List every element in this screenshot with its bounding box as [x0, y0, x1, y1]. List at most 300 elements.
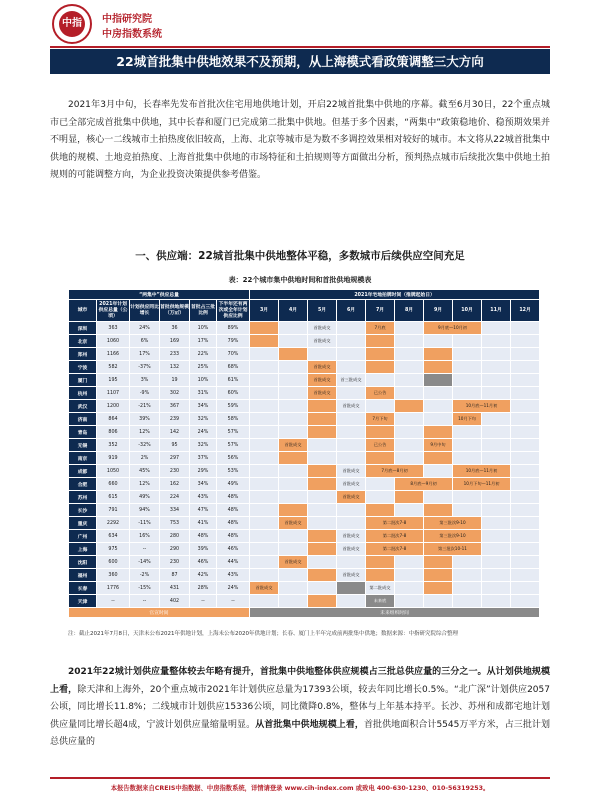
- share-cell: 10%: [190, 322, 217, 335]
- yoy-cell: -21%: [130, 400, 160, 413]
- schedule-bar: [395, 491, 424, 504]
- institute-logo: [52, 4, 92, 44]
- schedule-bar: [279, 348, 308, 361]
- schedule-cell: [453, 387, 482, 400]
- table-row: [69, 348, 540, 361]
- plan-cell: 1060: [97, 335, 130, 348]
- schedule-bar: [424, 426, 453, 439]
- city-cell: 郑州: [69, 348, 97, 361]
- table-row: [69, 374, 540, 387]
- schedule-cell: [250, 478, 279, 491]
- share-cell: 47%: [190, 504, 217, 517]
- yoy-cell: 94%: [130, 504, 160, 517]
- yoy-cell: 17%: [130, 348, 160, 361]
- share-cell: 22%: [190, 348, 217, 361]
- schedule-cell: [308, 348, 337, 361]
- schedule-bar: [424, 504, 453, 517]
- schedule-cell: 首批成交: [337, 400, 366, 413]
- schedule-bar: 首批成交: [279, 517, 308, 530]
- schedule-cell: [511, 322, 540, 335]
- first-cell: 19: [160, 374, 190, 387]
- city-cell: 武汉: [69, 400, 97, 413]
- table-row: [69, 569, 540, 582]
- schedule-cell: [279, 426, 308, 439]
- schedule-cell: [337, 517, 366, 530]
- schedule-cell: [482, 374, 511, 387]
- legend-confirmed: 官宣时间: [69, 608, 250, 618]
- schedule-cell: [279, 491, 308, 504]
- schedule-cell: [366, 478, 395, 491]
- plan-cell: 1776: [97, 582, 130, 595]
- schedule-cell: [395, 361, 424, 374]
- schedule-cell: [424, 387, 453, 400]
- first-cell: 297: [160, 452, 190, 465]
- schedule-cell: [453, 426, 482, 439]
- schedule-cell: [511, 517, 540, 530]
- schedule-cell: [395, 413, 424, 426]
- city-cell: 杭州: [69, 387, 97, 400]
- rest-cell: 44%: [217, 556, 250, 569]
- col-month: 10月: [453, 300, 482, 322]
- rest-cell: 70%: [217, 348, 250, 361]
- schedule-bar: 首批成交: [308, 374, 337, 387]
- schedule-cell: [482, 582, 511, 595]
- plan-cell: 864: [97, 413, 130, 426]
- city-cell: 济南: [69, 413, 97, 426]
- share-cell: 31%: [190, 387, 217, 400]
- schedule-cell: [453, 439, 482, 452]
- table-row: [69, 478, 540, 491]
- city-cell: 沈阳: [69, 556, 97, 569]
- schedule-bar: [366, 348, 395, 361]
- col-share: 首批占三批比例: [190, 300, 217, 322]
- schedule-cell: [250, 465, 279, 478]
- table-caption: 表：22个城市集中供地时间和首批供地规模表: [228, 276, 372, 284]
- table-row: [69, 582, 540, 595]
- schedule-bar: 第三批次9-10: [424, 530, 482, 543]
- schedule-cell: [453, 335, 482, 348]
- schedule-bar: [366, 361, 395, 374]
- share-cell: 37%: [190, 452, 217, 465]
- schedule-cell: [482, 595, 511, 608]
- schedule-bar: 10月下旬—11月初: [453, 478, 511, 491]
- table-row: [69, 491, 540, 504]
- schedule-cell: [453, 582, 482, 595]
- yoy-cell: 3%: [130, 374, 160, 387]
- schedule-cell: [453, 374, 482, 387]
- schedule-cell: [424, 335, 453, 348]
- schedule-cell: [250, 452, 279, 465]
- plan-cell: 1200: [97, 400, 130, 413]
- schedule-cell: [279, 400, 308, 413]
- schedule-cell: [279, 374, 308, 387]
- col-month: 5月: [308, 300, 337, 322]
- plan-cell: 660: [97, 478, 130, 491]
- schedule-cell: [395, 504, 424, 517]
- schedule-cell: 第二批成交: [366, 582, 395, 595]
- rest-cell: 43%: [217, 569, 250, 582]
- schedule-cell: [511, 595, 540, 608]
- yoy-cell: -9%: [130, 387, 160, 400]
- rest-cell: 79%: [217, 335, 250, 348]
- schedule-cell: 首批成交: [308, 322, 337, 335]
- schedule-done: 未来底: [366, 595, 395, 608]
- schedule-cell: [250, 504, 279, 517]
- schedule-cell: [424, 595, 453, 608]
- first-cell: 334: [160, 504, 190, 517]
- city-cell: 青岛: [69, 426, 97, 439]
- schedule-cell: [308, 556, 337, 569]
- schedule-cell: [395, 452, 424, 465]
- schedule-bar: 已公告: [366, 387, 395, 400]
- schedule-cell: [337, 595, 366, 608]
- table-row: [69, 413, 540, 426]
- analysis-body-2: 首批供地面积合计5545万平方米，占三批计划总供应量的: [50, 719, 550, 748]
- schedule-cell: [453, 595, 482, 608]
- schedule-cell: [337, 413, 366, 426]
- schedule-cell: [482, 361, 511, 374]
- rest-cell: 48%: [217, 530, 250, 543]
- first-cell: 431: [160, 582, 190, 595]
- first-cell: 230: [160, 465, 190, 478]
- schedule-bar: [424, 582, 453, 595]
- share-cell: 24%: [190, 426, 217, 439]
- schedule-bar: [279, 504, 308, 517]
- schedule-bar: 7月下旬: [366, 413, 395, 426]
- yoy-cell: --: [130, 595, 160, 608]
- table-row: [69, 439, 540, 452]
- schedule-cell: [337, 322, 366, 335]
- schedule-cell: [511, 582, 540, 595]
- schedule-cell: [511, 400, 540, 413]
- table-row: [69, 517, 540, 530]
- report-header: [0, 0, 600, 48]
- schedule-cell: 首批成交: [337, 465, 366, 478]
- schedule-cell: [337, 426, 366, 439]
- schedule-cell: [424, 400, 453, 413]
- city-cell: 长春: [69, 582, 97, 595]
- table-row: [69, 452, 540, 465]
- table-row: [69, 322, 540, 335]
- section-title: 一、供应端：22城首批集中供地整体平稳，多数城市后续供应空间充足: [135, 250, 465, 262]
- share-cell: 42%: [190, 569, 217, 582]
- header-rule: [50, 46, 550, 48]
- plan-cell: 582: [97, 361, 130, 374]
- schedule-cell: [453, 556, 482, 569]
- schedule-cell: [308, 517, 337, 530]
- schedule-cell: [482, 387, 511, 400]
- schedule-cell: [511, 491, 540, 504]
- yoy-cell: --: [130, 543, 160, 556]
- plan-cell: 806: [97, 426, 130, 439]
- schedule-cell: [482, 530, 511, 543]
- schedule-cell: [482, 452, 511, 465]
- schedule-cell: [308, 452, 337, 465]
- first-cell: 302: [160, 387, 190, 400]
- schedule-cell: [250, 595, 279, 608]
- rest-cell: 24%: [217, 582, 250, 595]
- schedule-bar: 已公告: [366, 439, 395, 452]
- schedule-cell: [424, 413, 453, 426]
- city-cell: 无锡: [69, 439, 97, 452]
- rest-cell: 57%: [217, 439, 250, 452]
- schedule-cell: [395, 374, 424, 387]
- schedule-bar: [308, 595, 337, 608]
- first-cell: 290: [160, 543, 190, 556]
- schedule-cell: [250, 413, 279, 426]
- schedule-bar: [250, 322, 279, 335]
- schedule-bar: [424, 569, 453, 582]
- schedule-bar: 第三批次10-11: [424, 543, 482, 556]
- plan-cell: 919: [97, 452, 130, 465]
- rest-cell: 48%: [217, 491, 250, 504]
- schedule-cell: [250, 569, 279, 582]
- schedule-cell: [279, 413, 308, 426]
- legend-future: 未来组织时间: [250, 608, 540, 618]
- city-cell: 厦门: [69, 374, 97, 387]
- schedule-cell: [337, 348, 366, 361]
- page-footer: 本报告数据来自CREIS中指数据、中房指数系统，详情请登录 www.cih-index.com 或致电 400-630-1230、010-56319253。: [50, 777, 550, 792]
- schedule-bar: [308, 530, 337, 543]
- schedule-bar: [366, 569, 395, 582]
- schedule-cell: [337, 387, 366, 400]
- yoy-cell: -32%: [130, 439, 160, 452]
- share-cell: --: [190, 595, 217, 608]
- schedule-cell: [424, 465, 453, 478]
- schedule-cell: [279, 335, 308, 348]
- col-month: 8月: [395, 300, 424, 322]
- rest-cell: 56%: [217, 452, 250, 465]
- schedule-cell: [250, 374, 279, 387]
- schedule-bar: [366, 556, 395, 569]
- schedule-cell: [250, 517, 279, 530]
- schedule-cell: [308, 439, 337, 452]
- schedule-bar: 首批成交: [308, 361, 337, 374]
- city-cell: 成都: [69, 465, 97, 478]
- plan-cell: 363: [97, 322, 130, 335]
- schedule-bar: [308, 413, 337, 426]
- schedule-cell: [279, 322, 308, 335]
- share-cell: 32%: [190, 439, 217, 452]
- first-cell: 402: [160, 595, 190, 608]
- schedule-cell: [395, 426, 424, 439]
- org-name: 中指研究院: [102, 14, 152, 25]
- schedule-done: [424, 374, 453, 387]
- schedule-cell: [366, 491, 395, 504]
- schedule-cell: [511, 439, 540, 452]
- schedule-cell: [250, 400, 279, 413]
- city-cell: 深圳: [69, 322, 97, 335]
- schedule-cell: [511, 530, 540, 543]
- schedule-cell: [511, 387, 540, 400]
- logo-mark: 中指: [59, 11, 85, 37]
- schedule-cell: [250, 491, 279, 504]
- schedule-cell: [424, 491, 453, 504]
- schedule-cell: [279, 595, 308, 608]
- schedule-bar: 9月中旬: [424, 439, 453, 452]
- col-yoy: 计划供应同比增长: [130, 300, 160, 322]
- table-row: [69, 543, 540, 556]
- schedule-bar: 8月底—9月初: [395, 478, 453, 491]
- share-cell: 34%: [190, 400, 217, 413]
- city-cell: 长沙: [69, 504, 97, 517]
- plan-cell: 2292: [97, 517, 130, 530]
- yoy-cell: 6%: [130, 335, 160, 348]
- schedule-cell: [308, 491, 337, 504]
- rest-cell: 61%: [217, 374, 250, 387]
- plan-cell: 791: [97, 504, 130, 517]
- col-first: 首批供地规模（万㎡）: [160, 300, 190, 322]
- plan-cell: 615: [97, 491, 130, 504]
- share-cell: 48%: [190, 530, 217, 543]
- schedule-cell: [337, 504, 366, 517]
- share-cell: 43%: [190, 491, 217, 504]
- city-cell: 天津: [69, 595, 97, 608]
- share-cell: 46%: [190, 556, 217, 569]
- schedule-cell: [511, 569, 540, 582]
- schedule-cell: [366, 400, 395, 413]
- schedule-cell: 首批成交: [337, 569, 366, 582]
- schedule-bar: [395, 400, 424, 413]
- schedule-cell: [395, 335, 424, 348]
- schedule-cell: [511, 361, 540, 374]
- schedule-bar: 首批成交: [308, 387, 337, 400]
- schedule-bar: 首批成交: [337, 491, 366, 504]
- schedule-bar: [308, 400, 337, 413]
- schedule-cell: [482, 439, 511, 452]
- schedule-bar: 10月下旬: [453, 413, 482, 426]
- schedule-cell: [337, 439, 366, 452]
- schedule-cell: [395, 322, 424, 335]
- first-cell: 239: [160, 413, 190, 426]
- rest-cell: 89%: [217, 322, 250, 335]
- schedule-cell: [482, 322, 511, 335]
- schedule-cell: [511, 556, 540, 569]
- org-subname: 中房指数系统: [102, 29, 162, 40]
- plan-cell: 1050: [97, 465, 130, 478]
- schedule-cell: [482, 426, 511, 439]
- yoy-cell: -2%: [130, 569, 160, 582]
- schedule-cell: [279, 543, 308, 556]
- schedule-bar: [308, 426, 337, 439]
- rest-cell: 58%: [217, 413, 250, 426]
- city-cell: 广州: [69, 530, 97, 543]
- schedule-done: [337, 582, 366, 595]
- schedule-bar: [424, 556, 453, 569]
- first-cell: 224: [160, 491, 190, 504]
- schedule-cell: [482, 556, 511, 569]
- schedule-bar: 第二批次7-8: [366, 543, 424, 556]
- schedule-cell: [511, 465, 540, 478]
- col-month: 6月: [337, 300, 366, 322]
- schedule-cell: [482, 491, 511, 504]
- schedule-cell: [395, 582, 424, 595]
- rest-cell: 48%: [217, 517, 250, 530]
- plan-cell: 195: [97, 374, 130, 387]
- schedule-cell: [279, 361, 308, 374]
- table-row: [69, 426, 540, 439]
- schedule-cell: [337, 452, 366, 465]
- schedule-bar: [424, 348, 453, 361]
- yoy-cell: 12%: [130, 426, 160, 439]
- schedule-cell: 首批成交: [337, 530, 366, 543]
- table-row: [69, 530, 540, 543]
- schedule-cell: [279, 530, 308, 543]
- analysis-lead-2: 从首批集中供地规模上看，: [255, 719, 364, 730]
- plan-cell: 352: [97, 439, 130, 452]
- schedule-cell: [453, 491, 482, 504]
- schedule-cell: [511, 335, 540, 348]
- col-month: 3月: [250, 300, 279, 322]
- share-cell: 25%: [190, 361, 217, 374]
- plan-cell: 1166: [97, 348, 130, 361]
- schedule-bar: 第三批次9-10: [424, 517, 482, 530]
- city-cell: 北京: [69, 335, 97, 348]
- table-note: 注：截止2021年7月8日，天津未公布2021年供地计划，上海未公布2020年供地计划；长春、厦门上半年完成前两批集中供地；数据来源：中指研究院综合整理: [68, 631, 458, 637]
- schedule-cell: [453, 361, 482, 374]
- rest-cell: --: [217, 595, 250, 608]
- schedule-cell: [511, 348, 540, 361]
- schedule-cell: [279, 569, 308, 582]
- schedule-cell: [482, 413, 511, 426]
- schedule-bar: [366, 504, 395, 517]
- col-month: 9月: [424, 300, 453, 322]
- yoy-cell: 24%: [130, 322, 160, 335]
- first-cell: 95: [160, 439, 190, 452]
- table-row: [69, 335, 540, 348]
- rest-cell: 59%: [217, 400, 250, 413]
- plan-cell: 634: [97, 530, 130, 543]
- schedule-cell: [250, 439, 279, 452]
- schedule-cell: [308, 582, 337, 595]
- schedule-cell: 首三批成交: [337, 374, 366, 387]
- yoy-cell: 45%: [130, 465, 160, 478]
- schedule-bar: [308, 569, 337, 582]
- schedule-bar: [308, 543, 337, 556]
- rest-cell: 53%: [217, 465, 250, 478]
- schedule-cell: [453, 348, 482, 361]
- schedule-cell: [395, 595, 424, 608]
- share-cell: 29%: [190, 465, 217, 478]
- schedule-cell: [453, 569, 482, 582]
- yoy-cell: -15%: [130, 582, 160, 595]
- schedule-cell: [511, 374, 540, 387]
- city-cell: 苏州: [69, 491, 97, 504]
- schedule-bar: [250, 335, 279, 348]
- plan-cell: 975: [97, 543, 130, 556]
- schedule-bar: [279, 452, 308, 465]
- schedule-cell: [395, 348, 424, 361]
- yoy-cell: 2%: [130, 452, 160, 465]
- schedule-bar: [366, 335, 395, 348]
- first-cell: 169: [160, 335, 190, 348]
- city-cell: 合肥: [69, 478, 97, 491]
- schedule-cell: [366, 374, 395, 387]
- analysis-lead: 2021年22城计划供应量整体较去年略有提升，首批集中供地整体供应规模占三批总供应量的三分之一。从计划供地规模上看，: [50, 667, 550, 695]
- rest-cell: 68%: [217, 361, 250, 374]
- schedule-cell: [453, 452, 482, 465]
- first-cell: 233: [160, 348, 190, 361]
- rest-cell: 57%: [217, 426, 250, 439]
- city-cell: 南京: [69, 452, 97, 465]
- legend-row: [69, 608, 540, 618]
- schedule-cell: [395, 556, 424, 569]
- schedule-cell: [482, 543, 511, 556]
- schedule-cell: [395, 439, 424, 452]
- first-cell: 132: [160, 361, 190, 374]
- share-cell: 34%: [190, 478, 217, 491]
- rest-cell: 60%: [217, 387, 250, 400]
